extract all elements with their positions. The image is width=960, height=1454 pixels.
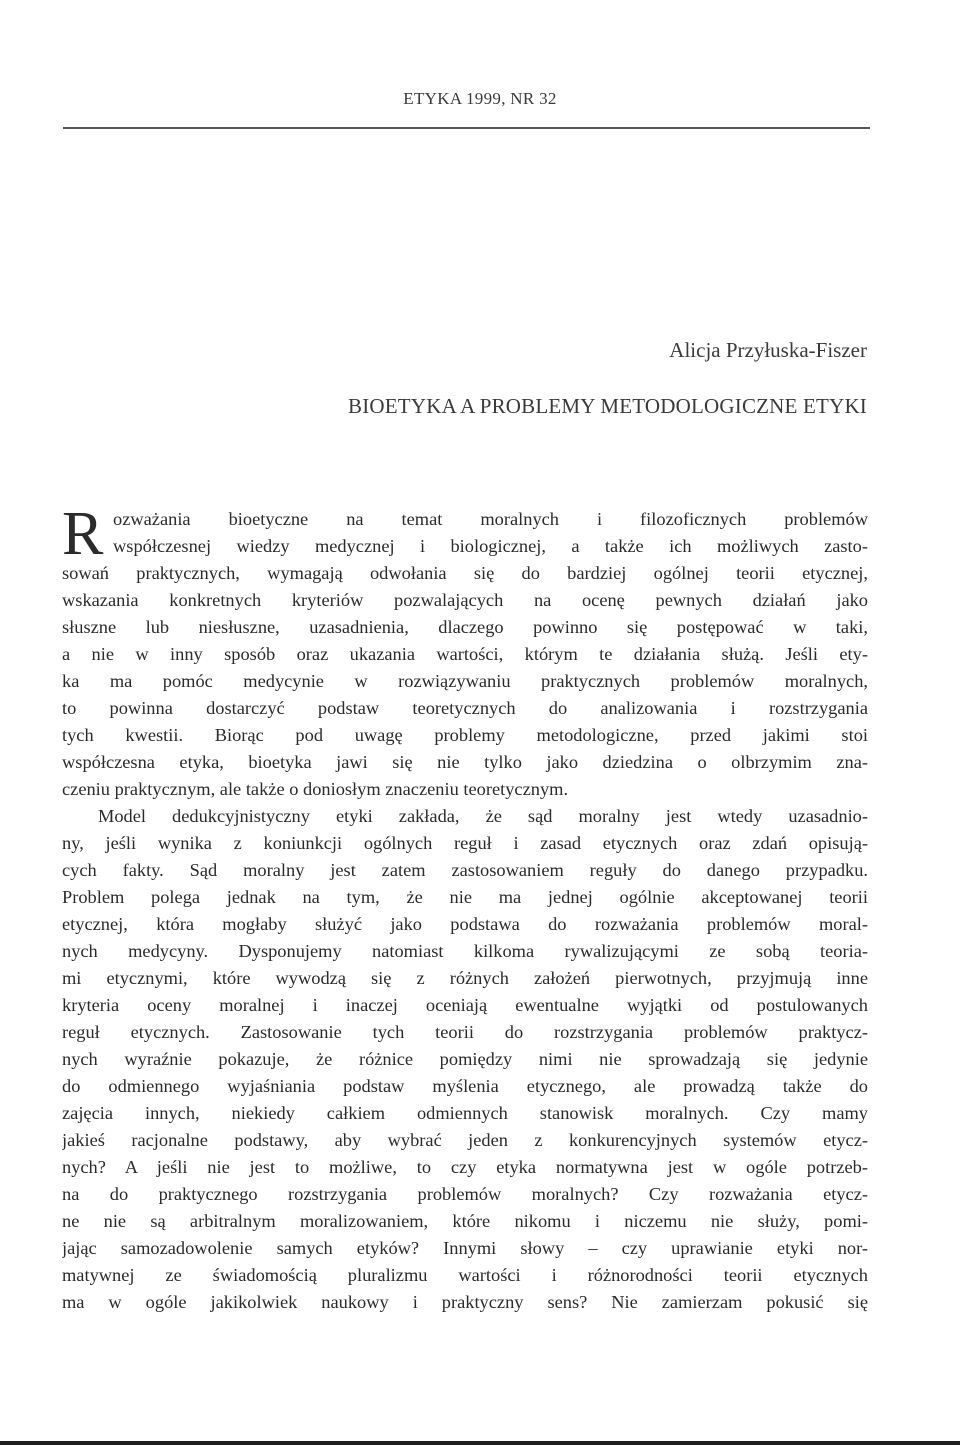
body-line: sowań praktycznych, wymagają odwołania się do bardziej ogólnej teorii etycznej, (62, 563, 868, 583)
body-line: ny, jeśli wynika z koniunkcji ogólnych reguł i zasad etycznych oraz zdań opisują- (62, 833, 868, 853)
body-line: jakieś racjonalne podstawy, aby wybrać jeden z konkurencyjnych systemów etycz- (62, 1130, 868, 1150)
author-name: Alicja Przyłuska-Fiszer (669, 338, 867, 362)
body-line: jając samozadowolenie samych etyków? Innymi słowy – czy uprawianie etyki nor- (62, 1238, 868, 1258)
body-line: zajęcia innych, niekiedy całkiem odmiennych stanowisk moralnych. Czy mamy (62, 1103, 868, 1123)
body-line: Model dedukcyjnistyczny etyki zakłada, że sąd moralny jest wtedy uzasadnio- (98, 806, 868, 826)
body-line: słuszne lub niesłuszne, uzasadnienia, dlaczego powinno się postępować w taki, (62, 617, 868, 637)
body-line: ma w ogóle jakikolwiek naukowy i praktyczny sens? Nie zamierzam pokusić się (62, 1292, 868, 1312)
body-line: cych fakty. Sąd moralny jest zatem zastosowaniem reguły do danego przypadku. (62, 860, 868, 880)
body-line: ka ma pomóc medycynie w rozwiązywaniu praktycznych problemów moralnych, (62, 671, 868, 691)
drop-cap: R (62, 500, 104, 568)
body-line: to powinna dostarczyć podstaw teoretycznych do analizowania i rozstrzygania (62, 698, 868, 718)
article-body (62, 500, 868, 1316)
body-line: na do praktycznego rozstrzygania problemów moralnych? Czy rozważania etycz- (62, 1184, 868, 1204)
body-line: tych kwestii. Biorąc pod uwagę problemy metodologiczne, przed jakimi stoi (62, 725, 868, 745)
body-line: mi etycznymi, które wywodzą się z różnych założeń pierwotnych, przyjmują inne (62, 968, 868, 988)
article-title: BIOETYKA A PROBLEMY METODOLOGICZNE ETYKI (348, 394, 867, 418)
body-line: współczesnej wiedzy medycznej i biologicznej, a także ich możliwych zasto- (113, 536, 868, 556)
body-line: do odmiennego wyjaśniania podstaw myślenia etycznego, ale prowadzą także do (62, 1076, 868, 1096)
footer-rule (0, 1441, 960, 1445)
body-line: nych wyraźnie pokazuje, że różnice pomiędzy nimi nie sprowadzają się jedynie (62, 1049, 868, 1069)
header-rule (63, 127, 870, 129)
body-line: a nie w inny sposób oraz ukazania wartości, którym te działania służą. Jeśli ety- (62, 644, 868, 664)
body-line: wskazania konkretnych kryteriów pozwalających na ocenę pewnych działań jako (62, 590, 868, 610)
body-line: ozważania bioetyczne na temat moralnych i filozoficznych problemów (113, 509, 868, 529)
body-line: nych medycyny. Dysponujemy natomiast kilkoma rywalizującymi ze sobą teoria- (62, 941, 868, 961)
body-line: kryteria oceny moralnej i inaczej oceniają ewentualne wyjątki od postulowanych (62, 995, 868, 1015)
body-line: czeniu praktycznym, ale także o doniosłym znaczeniu teoretycznym. (62, 779, 569, 799)
body-line: reguł etycznych. Zastosowanie tych teorii do rozstrzygania problemów praktycz- (62, 1022, 868, 1042)
body-line: ne nie są arbitralnym moralizowaniem, które nikomu i niczemu nie służy, pomi- (62, 1211, 868, 1231)
body-line: nych? A jeśli nie jest to możliwe, to czy etyka normatywna jest w ogóle potrzeb- (62, 1157, 868, 1177)
body-line: Problem polega jednak na tym, że nie ma jednej ogólnie akceptowanej teorii (62, 887, 868, 907)
body-line: etycznej, która mogłaby służyć jako podstawa do rozważania problemów moral- (62, 914, 868, 934)
body-line: współczesna etyka, bioetyka jawi się nie tylko jako dziedzina o olbrzymim zna- (62, 752, 868, 772)
running-head: ETYKA 1999, NR 32 (403, 89, 557, 108)
body-line: matywnej ze świadomością pluralizmu wartości i różnorodności teorii etycznych (62, 1265, 868, 1285)
